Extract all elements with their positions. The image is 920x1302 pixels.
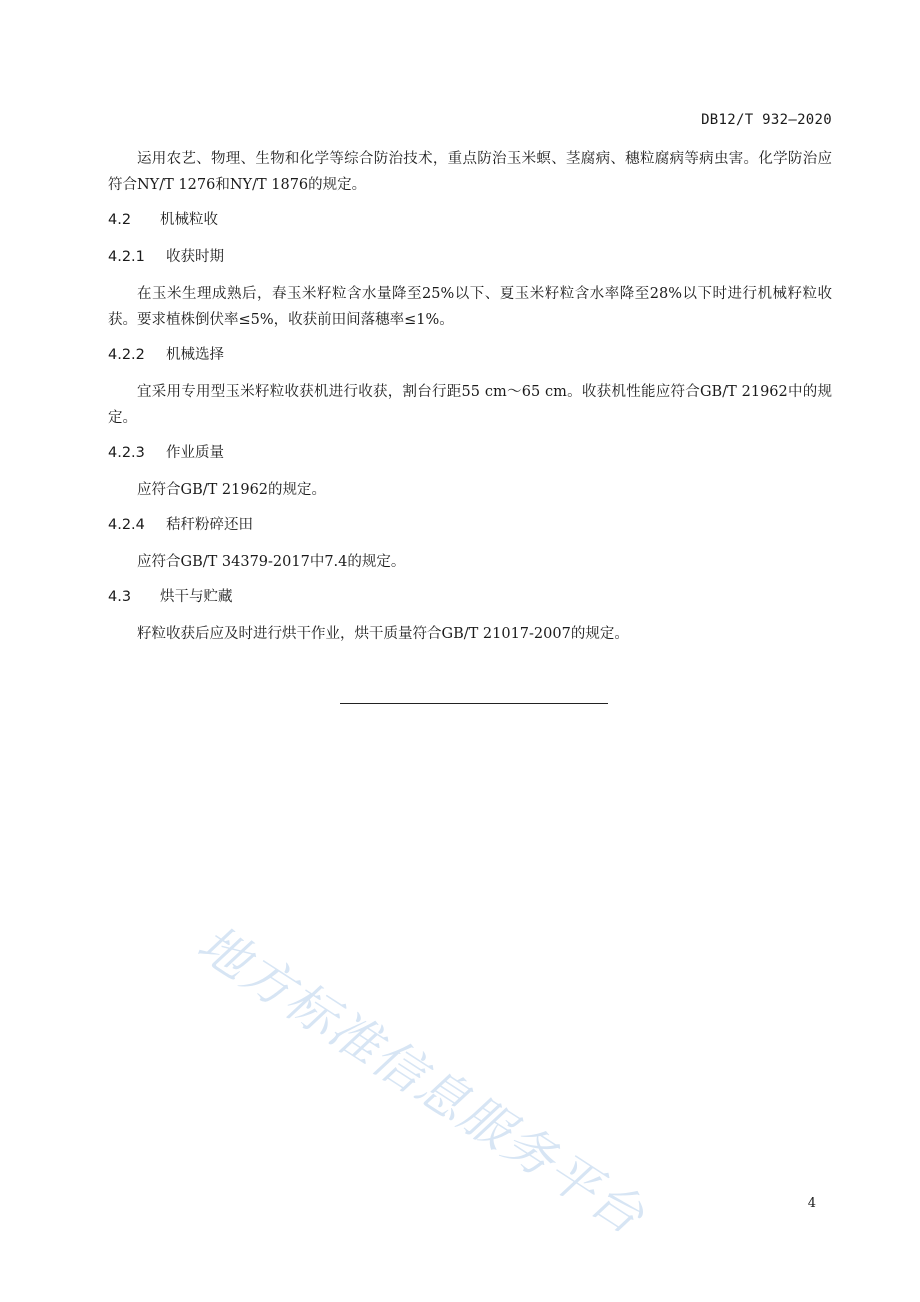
end-of-document-rule bbox=[340, 703, 608, 704]
section-heading-4-2-1 bbox=[108, 244, 832, 270]
section-number: 4.2.4 bbox=[108, 517, 145, 533]
section-number: 4.2.1 bbox=[108, 249, 145, 265]
intro-paragraph: 运用农艺、物理、生物和化学等综合防治技术，重点防治玉米螟、茎腐病、穗粒腐病等病虫害。化学防治应符合NY/T 1276和NY/T 1876的规定。 bbox=[108, 151, 832, 193]
page-number: 4 bbox=[807, 1196, 816, 1211]
section-heading-4-2-3 bbox=[108, 440, 832, 466]
section-title: 作业质量 bbox=[166, 445, 224, 461]
section-paragraph-4-3: 籽粒收获后应及时进行烘干作业，烘干质量符合GB/T 21017-2007的规定。 bbox=[137, 626, 629, 642]
section-heading-4-2 bbox=[108, 207, 832, 233]
document-code: DB12/T 932—2020 bbox=[701, 112, 832, 128]
section-title: 烘干与贮藏 bbox=[160, 589, 233, 605]
document-body bbox=[108, 146, 832, 654]
section-paragraph-4-2-2: 宜采用专用型玉米籽粒收获机进行收获，割台行距55 cm～65 cm。收获机性能应符合GB/T 21962中的规定。 bbox=[108, 384, 832, 426]
section-paragraph-4-2-1: 在玉米生理成熟后，春玉米籽粒含水量降至25%以下、夏玉米籽粒含水率降至28%以下时进行机械籽粒收获。要求植株倒伏率≤5%，收获前田间落穗率≤1%。 bbox=[108, 286, 832, 328]
section-title: 秸秆粉碎还田 bbox=[166, 517, 253, 533]
section-heading-4-3 bbox=[108, 584, 832, 610]
section-title: 收获时期 bbox=[166, 249, 224, 265]
section-heading-4-2-4 bbox=[108, 512, 832, 538]
section-title: 机械选择 bbox=[166, 347, 224, 363]
section-paragraph-4-2-3: 应符合GB/T 21962的规定。 bbox=[137, 482, 327, 498]
section-title: 机械粒收 bbox=[160, 212, 218, 228]
section-heading-4-2-2 bbox=[108, 342, 832, 368]
section-number: 4.2 bbox=[108, 212, 132, 228]
section-number: 4.2.3 bbox=[108, 445, 145, 461]
watermark: 地方标准信息服务平台 bbox=[187, 914, 656, 1247]
section-number: 4.3 bbox=[108, 589, 132, 605]
section-paragraph-4-2-4: 应符合GB/T 34379-2017中7.4的规定。 bbox=[137, 554, 406, 570]
section-number: 4.2.2 bbox=[108, 347, 145, 363]
